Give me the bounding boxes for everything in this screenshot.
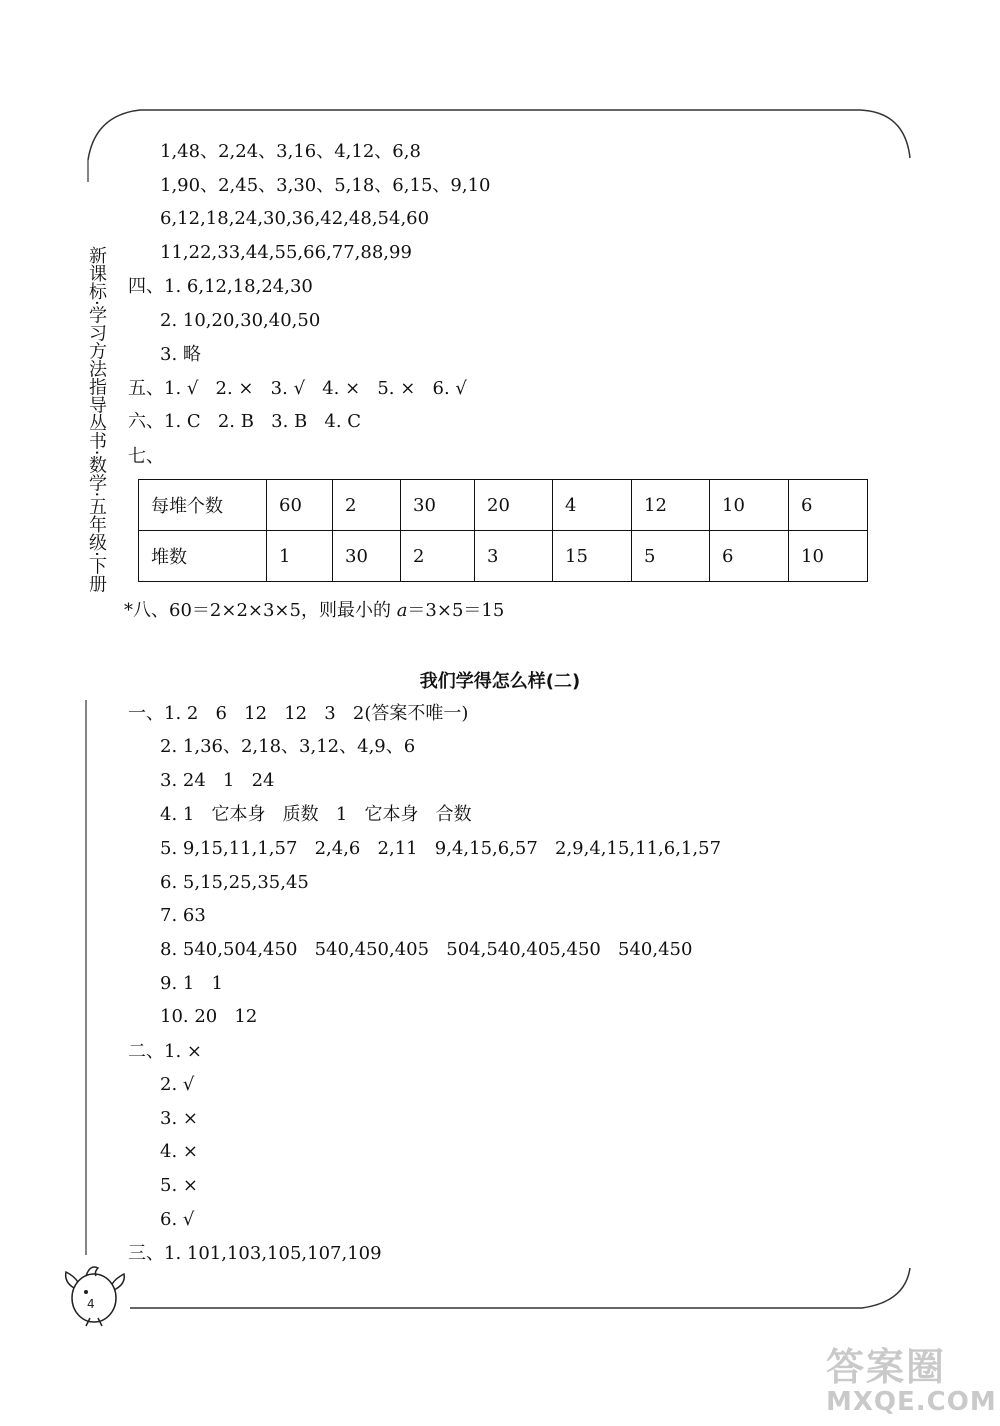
q8-prefix: *八、60＝2×2×3×5，则最小的 (124, 600, 397, 621)
answer-line: 四、1. 6,12,18,24,30 (128, 276, 313, 297)
table-cell: 6 (710, 531, 789, 582)
table-cell: 15 (553, 531, 632, 582)
watermark-top-text: 答案圈 (826, 1345, 947, 1389)
answer-line: 3. 略 (160, 344, 201, 365)
answer-line: 4. × (160, 1141, 198, 1162)
pile-count-table (138, 479, 868, 582)
answer-line: 2. 10,20,30,40,50 (160, 310, 321, 331)
table-cell: 10 (710, 480, 789, 531)
answer-line: 三、1. 101,103,105,107,109 (128, 1243, 382, 1264)
table-cell: 60 (267, 480, 333, 531)
table-cell: 6 (789, 480, 868, 531)
answer-line-q8 (124, 600, 504, 622)
answer-line: 2. 1,36、2,18、3,12、4,9、6 (160, 736, 416, 757)
side-book-title: 新课标·学习方法指导丛书·数学·五年级·下册 (86, 246, 107, 593)
table-cell: 30 (333, 531, 401, 582)
page-number: 4 (87, 1297, 95, 1311)
answer-line: 五、1. √ 2. × 3. √ 4. × 5. × 6. √ (128, 378, 467, 399)
chick-mascot-icon (60, 1258, 130, 1330)
row-label: 堆数 (139, 531, 267, 582)
table-cell: 30 (401, 480, 475, 531)
answer-line: 10. 20 12 (160, 1006, 258, 1027)
answer-line: 六、1. C 2. B 3. B 4. C (128, 411, 362, 432)
answer-line: 11,22,33,44,55,66,77,88,99 (160, 242, 412, 263)
answer-line: 1,48、2,24、3,16、4,12、6,8 (160, 141, 421, 162)
table-row (139, 480, 868, 531)
answer-line: 1,90、2,45、3,30、5,18、6,15、9,10 (160, 175, 491, 196)
answer-line: 2. √ (160, 1074, 195, 1095)
row-label: 每堆个数 (139, 480, 267, 531)
watermark-logo (826, 1336, 996, 1416)
table-cell: 3 (475, 531, 553, 582)
q8-suffix: ＝3×5＝15 (407, 600, 505, 621)
table-cell: 2 (333, 480, 401, 531)
answer-line: 七、 (128, 446, 164, 467)
answer-line: 9. 1 1 (160, 973, 223, 994)
table-cell: 10 (789, 531, 868, 582)
answer-line: 7. 63 (160, 905, 206, 926)
section-heading: 我们学得怎么样(二) (419, 671, 581, 692)
answer-line: 二、1. × (128, 1041, 202, 1062)
q8-variable: a (396, 600, 408, 621)
answer-line: 6,12,18,24,30,36,42,48,54,60 (160, 208, 430, 229)
table-row (139, 531, 868, 582)
table-cell: 12 (632, 480, 710, 531)
answer-line: 6. √ (160, 1209, 195, 1230)
table-cell: 1 (267, 531, 333, 582)
table-cell: 20 (475, 480, 553, 531)
answer-line: 一、1. 2 6 12 12 3 2(答案不唯一) (128, 703, 469, 724)
answer-line: 6. 5,15,25,35,45 (160, 872, 309, 893)
answer-line: 8. 540,504,450 540,450,405 504,540,405,450 540,450 (160, 939, 693, 960)
watermark-url: MXQE.COM (826, 1387, 997, 1417)
table-cell: 2 (401, 531, 475, 582)
answer-line: 5. × (160, 1175, 198, 1196)
table-cell: 4 (553, 480, 632, 531)
answer-line: 5. 9,15,11,1,57 2,4,6 2,11 9,4,15,6,57 2,9,4,15,11,6,1,57 (160, 838, 722, 859)
answer-line: 4. 1 它本身 质数 1 它本身 合数 (160, 804, 472, 825)
table-cell: 5 (632, 531, 710, 582)
answer-line: 3. 24 1 24 (160, 770, 275, 791)
answer-line: 3. × (160, 1108, 198, 1129)
